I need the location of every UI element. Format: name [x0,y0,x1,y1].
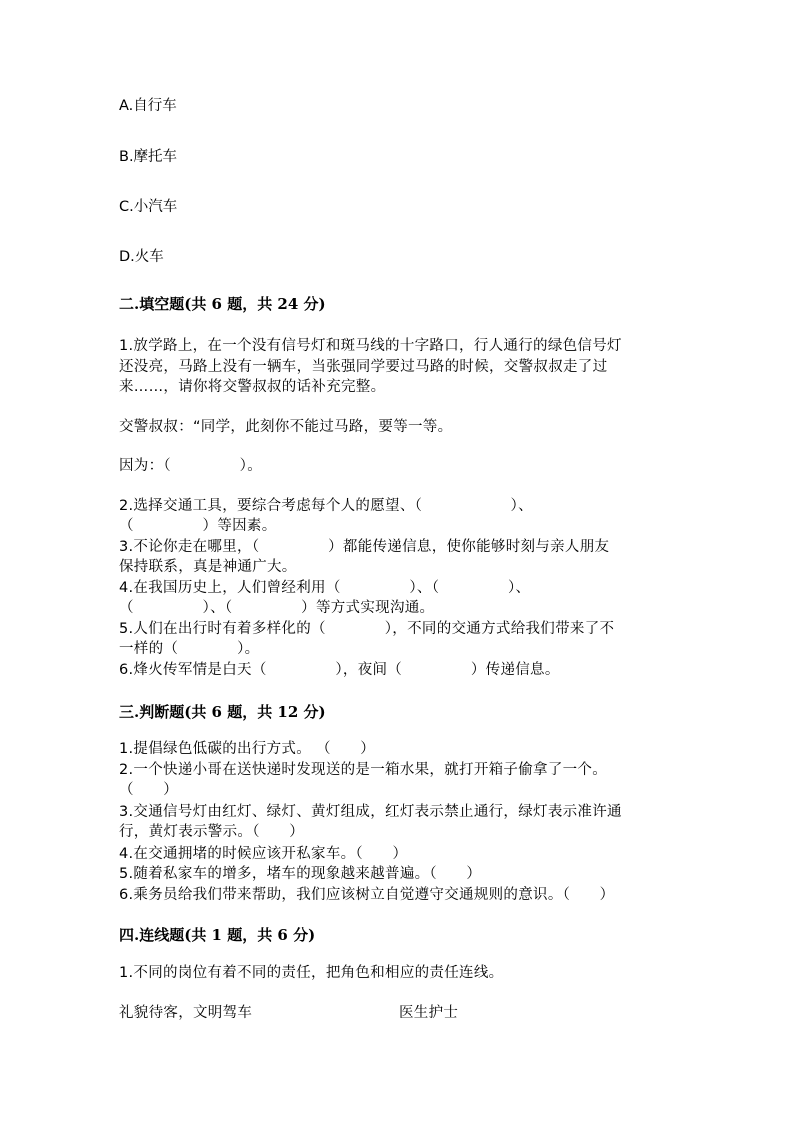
fill-q1-line3: 来……，请你将交警叔叔的话补充完整。 [119,379,386,395]
fill-q1-quote: 交警叔叔：“同学，此刻你不能过马路，要等一等。 [119,419,453,435]
fill-q2-line1: 2.选择交通工具，要综合考虑每个人的愿望、（ ）、 [119,498,533,514]
fill-q3-line2: 保持联系，真是神通广大。 [119,559,297,575]
match-right-item: 医生护士 [399,1005,459,1021]
section-heading-fill: 二.填空题(共 6 题，共 24 分) [119,295,326,313]
option-b: B.摩托车 [119,149,178,165]
fill-q1-line2: 还没亮，马路上没有一辆车，当张强同学要过马路的时候，交警叔叔走了过 [119,359,608,375]
judge-q3-line2: 行，黄灯表示警示。（ ） [119,824,305,840]
option-a: A.自行车 [119,98,177,114]
judge-q2-line2: （ ） [119,782,179,798]
fill-q5-line1: 5.人们在出行时有着多样化的（ ），不同的交通方式给我们带来了不 [119,621,615,637]
judge-q4: 4.在交通拥堵的时候应该开私家车。（ ） [119,846,408,862]
section-heading-match: 四.连线题(共 1 题，共 6 分) [119,926,316,944]
fill-q4-line1: 4.在我国历史上，人们曾经利用（ ）、（ ）、 [119,580,531,596]
fill-q6: 6.烽火传军情是白天（ ），夜间（ ）传递信息。 [119,662,560,678]
option-c: C.小汽车 [119,199,178,215]
judge-q5: 5.随着私家车的增多，堵车的现象越来越普遍。（ ） [119,866,482,882]
judge-q1: 1.提倡绿色低碳的出行方式。 （ ） [119,741,375,757]
fill-q1-line1: 1.放学路上，在一个没有信号灯和斑马线的十字路口，行人通行的绿色信号灯 [119,338,622,354]
fill-q3-line1: 3.不论你走在哪里，（ ）都能传递信息，使你能够时刻与亲人朋友 [119,539,610,555]
fill-q5-line2: 一样的（ ）。 [119,641,260,657]
judge-q3-line1: 3.交通信号灯由红灯、绿灯、黄灯组成，红灯表示禁止通行，绿灯表示准许通 [119,804,622,820]
fill-q1-because: 因为：（ ）。 [119,458,263,474]
section-heading-judge: 三.判断题(共 6 题，共 12 分) [119,703,326,721]
fill-q4-line2: （ ）、（ ）等方式实现沟通。 [119,600,435,616]
judge-q6: 6.乘务员给我们带来帮助，我们应该树立自觉遵守交通规则的意识。（ ） [119,887,615,903]
option-d: D.火车 [119,249,164,265]
judge-q2-line1: 2.一个快递小哥在送快递时发现送的是一箱水果，就打开箱子偷拿了一个。 [119,762,608,778]
match-q1: 1.不同的岗位有着不同的责任，把角色和相应的责任连线。 [119,965,504,981]
fill-q2-line2: （ ）等因素。 [119,518,277,534]
match-left-item: 礼貌待客，文明驾车 [119,1005,253,1021]
